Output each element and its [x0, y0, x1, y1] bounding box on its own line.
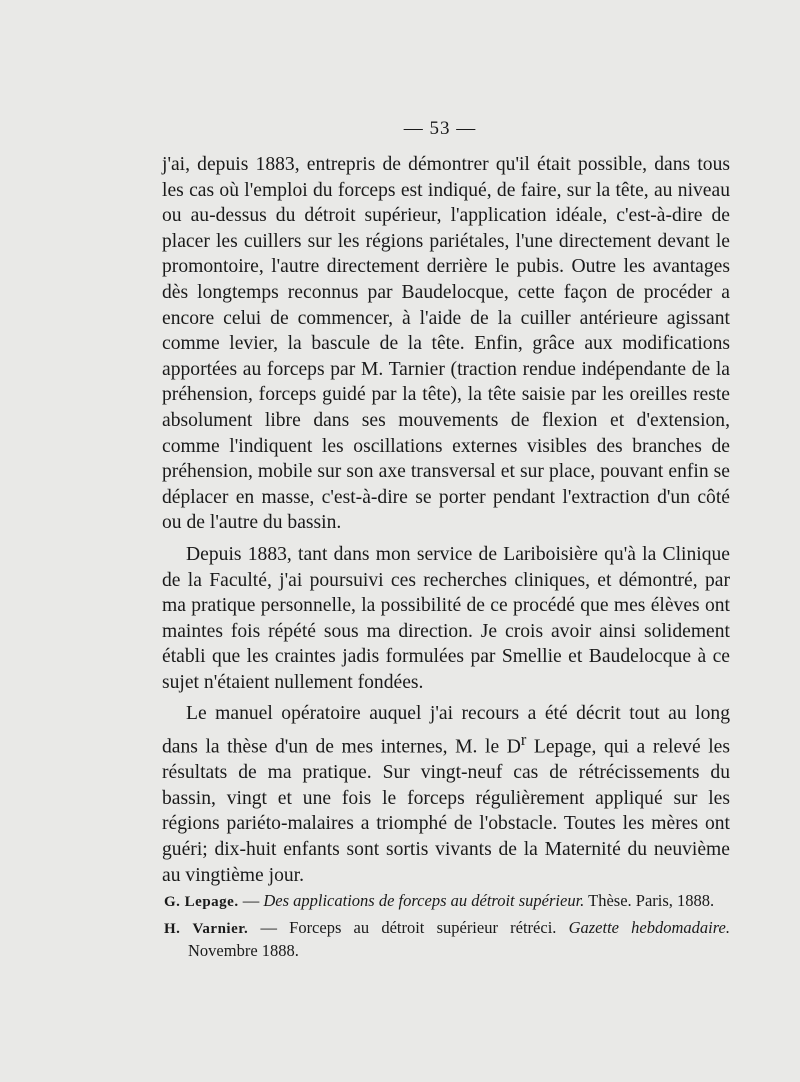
paragraph-1: j'ai, depuis 1883, entrepris de démontrer qu'il était possible, dans tous les cas où l'emploi du forceps est indiqué, de faire, sur la tête, au niveau ou au-dessus du détroit supérieur, l'application idéale, c'est-à-dire de placer les cuillers sur les régions pariétales, l'une directement devant le promontoire, l'autre directement derrière le pubis. Outre les avantages dès longtemps reconnus par Baudelocque, cette façon de procéder a encore celui de commencer, à l'aide de la cuiller antérieure agissant comme levier, la bascule de la tête. Enfin, grâce aux modifications apportées au forceps par M. Tarnier (traction rendue indépendante de la préhension, forceps guidé par la tête), la tête saisie par les oreilles reste absolument libre dans ses mouvements de flexion et d'extension, comme l'indiquent les oscillations externes visibles des branches de préhension, mobile sur son axe transversal et sur place, pouvant enfin se déplacer en masse, c'est-à-dire se porter pendant l'extraction d'un côté ou de l'autre du bassin.: [162, 154, 730, 534]
footnote-lepage: [164, 890, 730, 913]
page-number: — 53 —: [403, 118, 477, 139]
paragraph-3-end: Lepage, qui a relevé les résultats de ma pratique. Sur vingt-neuf cas de rétrécissements du bassin, vingt et une fois le forceps régulièrement appliqué sur les régions pariéto-malaires a triomphé de l'obstacle. Toutes les mères ont guéri; dix-huit enfants sont sortis vivants de la Maternité du neuvième au vingtième jour.: [162, 736, 730, 886]
footnote-author: H. Varnier.: [164, 921, 249, 937]
footnote-citation: Thèse. Paris, 1888.: [584, 891, 715, 910]
doctor-abbrev-superscript: r: [520, 730, 527, 750]
footnote-citation: Novembre 1888.: [188, 941, 299, 960]
paragraph-2: Depuis 1883, tant dans mon service de Lariboisière qu'à la Clinique de la Faculté, j'ai poursuivi ces recherches cliniques, et démontré, par ma pratique personnelle, la possibilité de ce procédé que mes élèves ont maintes fois répété sous ma direction. Je crois avoir ainsi solidement établi que les craintes jadis formulées par Smellie et Baudelocque à ce sujet n'étaient nullement fondées.: [162, 543, 730, 693]
footnote-varnier: [164, 917, 730, 961]
footnote-dash: —: [238, 891, 264, 910]
footnote-author: G. Lepage.: [164, 894, 239, 910]
footnote-journal: Gazette hebdomadaire.: [568, 918, 731, 937]
footnote-dash: —: [248, 918, 290, 937]
main-text: [162, 152, 730, 888]
paragraph-3: [162, 701, 730, 888]
paragraph-3-start: Le manuel opératoire auquel j'ai recours a été décrit tout au long dans la thèse d'un de mes internes, M. le D: [162, 703, 730, 758]
footnote-title: Des applications de forceps au détroit supérieur.: [263, 891, 585, 910]
footnote-title: Forceps au détroit supérieur rétréci.: [289, 918, 569, 937]
footnotes: [164, 890, 730, 965]
